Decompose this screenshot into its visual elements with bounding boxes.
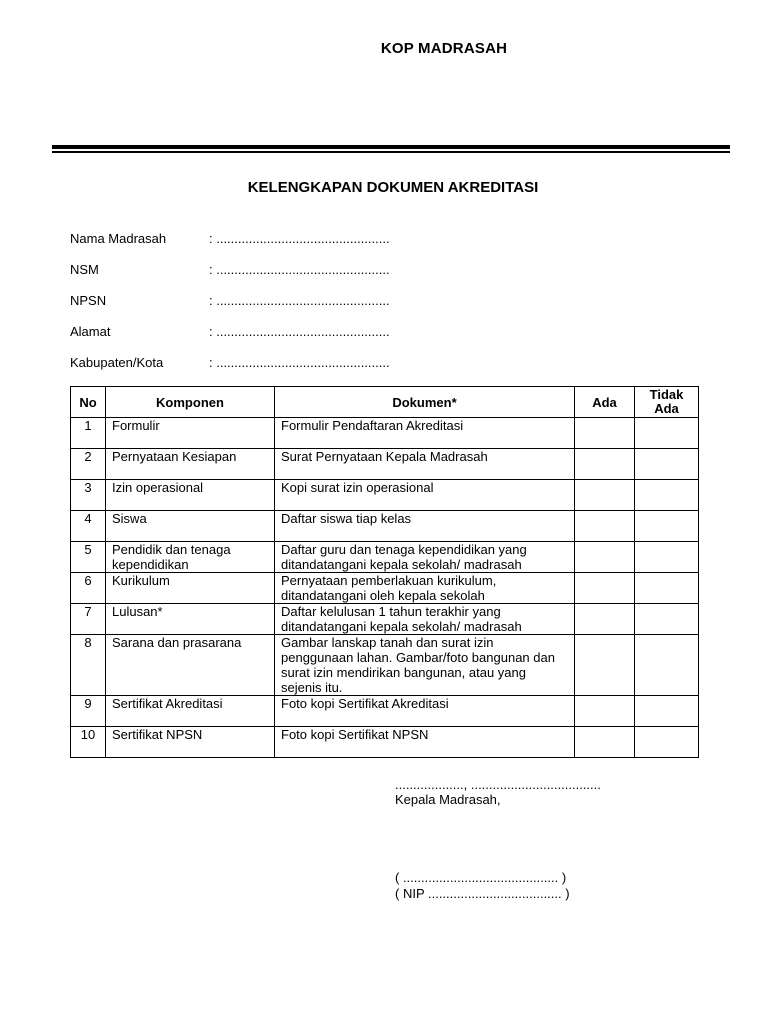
cell-komponen: Lulusan* bbox=[106, 604, 275, 635]
column-header-dokumen: Dokumen* bbox=[275, 387, 575, 418]
column-header-no: No bbox=[71, 387, 106, 418]
column-header-komponen: Komponen bbox=[106, 387, 275, 418]
cell-tidak-ada-checkbox[interactable] bbox=[635, 573, 699, 604]
table-row bbox=[71, 542, 699, 573]
cell-tidak-ada-checkbox[interactable] bbox=[635, 635, 699, 696]
field-value: : ................................................ bbox=[209, 231, 390, 246]
cell-ada-checkbox[interactable] bbox=[575, 511, 635, 542]
cell-komponen: Siswa bbox=[106, 511, 275, 542]
table-row bbox=[71, 449, 699, 480]
column-header-ada: Ada bbox=[575, 387, 635, 418]
cell-ada-checkbox[interactable] bbox=[575, 573, 635, 604]
signature-block bbox=[395, 777, 601, 807]
signature-nip-line: ( NIP ..................................... ) bbox=[395, 886, 570, 901]
cell-komponen: Formulir bbox=[106, 418, 275, 449]
cell-tidak-ada-checkbox[interactable] bbox=[635, 604, 699, 635]
table-row bbox=[71, 573, 699, 604]
cell-no: 9 bbox=[71, 696, 106, 727]
cell-ada-checkbox[interactable] bbox=[575, 480, 635, 511]
cell-no: 1 bbox=[71, 418, 106, 449]
cell-komponen: Sertifikat Akreditasi bbox=[106, 696, 275, 727]
signature-name-line: ( ........................................... ) bbox=[395, 870, 567, 885]
table-header-row bbox=[71, 387, 699, 418]
cell-dokumen: Surat Pernyataan Kepala Madrasah bbox=[275, 449, 575, 480]
table-row bbox=[71, 511, 699, 542]
cell-ada-checkbox[interactable] bbox=[575, 696, 635, 727]
table-row bbox=[71, 418, 699, 449]
cell-dokumen: Daftar guru dan tenaga kependidikan yang ditandatangani kepala sekolah/ madrasah bbox=[275, 542, 575, 573]
cell-tidak-ada-checkbox[interactable] bbox=[635, 480, 699, 511]
field-label: Nama Madrasah bbox=[70, 231, 167, 246]
signature-place-date: ..................., .................................... bbox=[395, 777, 601, 792]
cell-no: 4 bbox=[71, 511, 106, 542]
cell-tidak-ada-checkbox[interactable] bbox=[635, 542, 699, 573]
letterhead-rule-thin bbox=[52, 151, 730, 153]
letterhead-title: KOP MADRASAH bbox=[380, 40, 508, 57]
field-label: NSM bbox=[70, 262, 99, 277]
cell-no: 2 bbox=[71, 449, 106, 480]
cell-tidak-ada-checkbox[interactable] bbox=[635, 511, 699, 542]
field-value: : ................................................ bbox=[209, 324, 390, 339]
cell-no: 6 bbox=[71, 573, 106, 604]
header-text-line: Tidak bbox=[649, 387, 684, 402]
table-row bbox=[71, 635, 699, 696]
cell-dokumen: Pernyataan pemberlakuan kurikulum, ditandatangani oleh kepala sekolah bbox=[275, 573, 575, 604]
signature-name-block bbox=[395, 870, 570, 902]
cell-dokumen: Daftar siswa tiap kelas bbox=[275, 511, 575, 542]
cell-tidak-ada-checkbox[interactable] bbox=[635, 727, 699, 758]
cell-dokumen: Kopi surat izin operasional bbox=[275, 480, 575, 511]
cell-komponen: Sarana dan prasarana bbox=[106, 635, 275, 696]
document-checklist-table bbox=[70, 386, 699, 758]
cell-ada-checkbox[interactable] bbox=[575, 449, 635, 480]
cell-tidak-ada-checkbox[interactable] bbox=[635, 696, 699, 727]
table-row bbox=[71, 480, 699, 511]
cell-no: 5 bbox=[71, 542, 106, 573]
field-label: Alamat bbox=[70, 324, 111, 339]
cell-dokumen: Foto kopi Sertifikat NPSN bbox=[275, 727, 575, 758]
cell-no: 3 bbox=[71, 480, 106, 511]
cell-dokumen: Foto kopi Sertifikat Akreditasi bbox=[275, 696, 575, 727]
cell-komponen: Sertifikat NPSN bbox=[106, 727, 275, 758]
table-row bbox=[71, 727, 699, 758]
cell-no: 7 bbox=[71, 604, 106, 635]
field-value: : ................................................ bbox=[209, 262, 390, 277]
cell-komponen: Pendidik dan tenaga kependidikan bbox=[106, 542, 275, 573]
field-value: : ................................................ bbox=[209, 355, 390, 370]
header-text-line: Ada bbox=[654, 401, 679, 416]
table-row bbox=[71, 696, 699, 727]
field-label: NPSN bbox=[70, 293, 107, 308]
cell-komponen: Kurikulum bbox=[106, 573, 275, 604]
column-header-tidak-ada bbox=[635, 387, 699, 418]
cell-dokumen: Gambar lanskap tanah dan surat izin penggunaan lahan. Gambar/foto bangunan dan surat izin mendirikan bangunan, atau yang sejenis itu. bbox=[275, 635, 575, 696]
cell-komponen: Pernyataan Kesiapan bbox=[106, 449, 275, 480]
table-row bbox=[71, 604, 699, 635]
field-label: Kabupaten/Kota bbox=[70, 355, 164, 370]
cell-ada-checkbox[interactable] bbox=[575, 542, 635, 573]
cell-ada-checkbox[interactable] bbox=[575, 727, 635, 758]
cell-dokumen: Daftar kelulusan 1 tahun terakhir yang ditandatangani kepala sekolah/ madrasah bbox=[275, 604, 575, 635]
cell-no: 8 bbox=[71, 635, 106, 696]
cell-tidak-ada-checkbox[interactable] bbox=[635, 418, 699, 449]
cell-tidak-ada-checkbox[interactable] bbox=[635, 449, 699, 480]
signature-role: Kepala Madrasah, bbox=[395, 792, 501, 807]
cell-ada-checkbox[interactable] bbox=[575, 635, 635, 696]
cell-no: 10 bbox=[71, 727, 106, 758]
cell-komponen: Izin operasional bbox=[106, 480, 275, 511]
letterhead-rule-thick bbox=[52, 145, 730, 149]
cell-ada-checkbox[interactable] bbox=[575, 418, 635, 449]
field-value: : ................................................ bbox=[209, 293, 390, 308]
cell-dokumen: Formulir Pendaftaran Akreditasi bbox=[275, 418, 575, 449]
cell-ada-checkbox[interactable] bbox=[575, 604, 635, 635]
document-title: KELENGKAPAN DOKUMEN AKREDITASI bbox=[247, 179, 539, 196]
